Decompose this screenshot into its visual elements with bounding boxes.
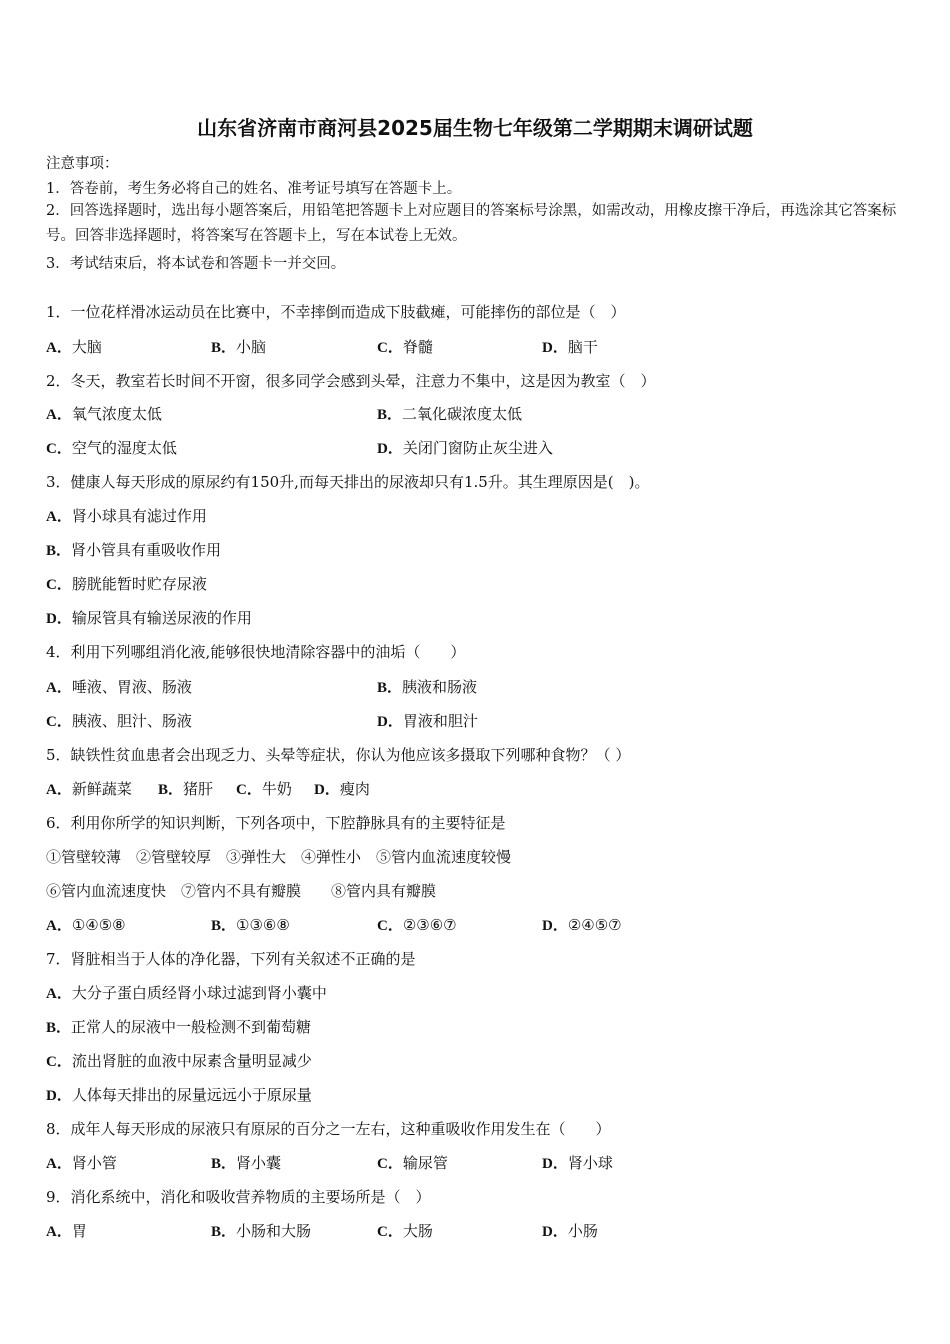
option-label: A． bbox=[46, 1224, 72, 1240]
option-c bbox=[46, 1050, 312, 1071]
option-b bbox=[377, 676, 477, 697]
notice-item: 3．考试结束后，将本试卷和答题卡一并交回。 bbox=[46, 256, 346, 272]
option-label: D． bbox=[377, 441, 403, 457]
option-text: 空气的湿度太低 bbox=[71, 439, 177, 457]
option-label: C． bbox=[377, 340, 403, 356]
option-text: 流出肾脏的血液中尿素含量明显减少 bbox=[71, 1052, 312, 1070]
option-d bbox=[542, 1152, 613, 1173]
option-label: D． bbox=[542, 918, 568, 934]
option-d bbox=[542, 336, 598, 357]
option-label: B． bbox=[377, 407, 403, 423]
option-text: 脊髓 bbox=[402, 338, 433, 356]
option-text: ②④⑤⑦ bbox=[567, 916, 622, 934]
option-label: A． bbox=[46, 680, 72, 696]
question-stem: 7．肾脏相当于人体的净化器，下列有关叙述不正确的是 bbox=[46, 950, 416, 968]
option-label: D． bbox=[46, 611, 72, 627]
option-b bbox=[211, 1152, 281, 1173]
option-text: 大肠 bbox=[402, 1222, 433, 1240]
option-d bbox=[542, 914, 622, 935]
question-stem: 2．冬天，教室若长时间不开窗，很多同学会感到头晕，注意力不集中，这是因为教室（ ） bbox=[46, 372, 656, 390]
option-c bbox=[377, 1152, 448, 1173]
option-text: 肾小球具有滤过作用 bbox=[71, 507, 207, 525]
option-text: 输尿管 bbox=[402, 1154, 448, 1172]
option-c bbox=[46, 437, 177, 458]
option-text: 新鲜蔬菜 bbox=[71, 780, 132, 798]
option-b bbox=[377, 403, 522, 424]
option-label: B． bbox=[46, 1020, 72, 1036]
option-d bbox=[377, 437, 553, 458]
option-text: 唾液、胃液、肠液 bbox=[71, 678, 192, 696]
option-a bbox=[46, 914, 126, 935]
option-text: 肾小管 bbox=[71, 1154, 117, 1172]
option-d bbox=[46, 1084, 312, 1105]
option-label: B． bbox=[211, 918, 237, 934]
option-label: A． bbox=[46, 986, 72, 1002]
option-d bbox=[46, 607, 252, 628]
option-label: D． bbox=[542, 1224, 568, 1240]
option-text: 氧气浓度太低 bbox=[71, 405, 162, 423]
option-c bbox=[377, 336, 433, 357]
option-label: A． bbox=[46, 782, 72, 798]
question-stem: 3．健康人每天形成的原尿约有150升,而每天排出的尿液却只有1.5升。其生理原因是( )。 bbox=[46, 473, 650, 491]
option-text: 胃液和胆汁 bbox=[402, 712, 478, 730]
notice-heading: 注意事项： bbox=[46, 156, 119, 172]
option-a bbox=[46, 1152, 117, 1173]
option-c bbox=[377, 914, 457, 935]
option-text: 肾小管具有重吸收作用 bbox=[71, 541, 222, 559]
option-label: D． bbox=[46, 1088, 72, 1104]
option-text: 肾小囊 bbox=[236, 1154, 282, 1172]
question-stem: 9．消化系统中，消化和吸收营养物质的主要场所是（ ） bbox=[46, 1188, 431, 1206]
option-c bbox=[46, 573, 207, 594]
option-label: B． bbox=[158, 782, 184, 798]
option-a bbox=[46, 403, 162, 424]
option-b bbox=[211, 1220, 311, 1241]
option-text: 大脑 bbox=[71, 338, 102, 356]
option-label: C． bbox=[46, 714, 72, 730]
option-a bbox=[46, 982, 327, 1003]
option-text: 脑干 bbox=[567, 338, 598, 356]
option-d bbox=[314, 778, 370, 799]
option-text: 二氧化碳浓度太低 bbox=[402, 405, 523, 423]
option-label: C． bbox=[377, 1156, 403, 1172]
option-label: A． bbox=[46, 407, 72, 423]
option-text: 大分子蛋白质经肾小球过滤到肾小囊中 bbox=[71, 984, 327, 1002]
option-c bbox=[46, 710, 192, 731]
option-label: D． bbox=[542, 1156, 568, 1172]
option-b bbox=[46, 539, 221, 560]
option-text: 瘦肉 bbox=[339, 780, 370, 798]
option-text: 正常人的尿液中一般检测不到葡萄糖 bbox=[71, 1018, 312, 1036]
notice-item: 2．回答选择题时，选出每小题答案后，用铅笔把答题卡上对应题目的答案标号涂黑，如需改动，用橡皮擦干净后，再选涂其它答案标号。回答非选择题时，将答案写在答题卡上，写在本试卷上无效。 bbox=[46, 203, 897, 244]
option-text: ①③⑥⑧ bbox=[236, 916, 290, 934]
option-text: 胰液和肠液 bbox=[402, 678, 478, 696]
option-b bbox=[211, 336, 266, 357]
option-label: A． bbox=[46, 509, 72, 525]
option-text: 牛奶 bbox=[261, 780, 292, 798]
option-text: ①④⑤⑧ bbox=[71, 916, 126, 934]
notice-item: 1．答卷前，考生务必将自己的姓名、准考证号填写在答题卡上。 bbox=[46, 181, 462, 197]
option-label: D． bbox=[542, 340, 568, 356]
option-label: B． bbox=[211, 340, 237, 356]
option-label: B． bbox=[211, 1156, 237, 1172]
option-label: C． bbox=[46, 577, 72, 593]
option-text: 小肠 bbox=[567, 1222, 598, 1240]
option-label: C． bbox=[377, 918, 403, 934]
option-text: 小脑 bbox=[236, 338, 267, 356]
question-stem: 8．成年人每天形成的尿液只有原尿的百分之一左右，这种重吸收作用发生在（ ） bbox=[46, 1120, 611, 1138]
option-b bbox=[46, 1016, 311, 1037]
page-title: 山东省济南市商河县2025届生物七年级第二学期期末调研试题 bbox=[197, 116, 753, 140]
option-label: B． bbox=[377, 680, 403, 696]
option-text: 膀胱能暂时贮存尿液 bbox=[71, 575, 207, 593]
question-stem: 4．利用下列哪组消化液,能够很快地清除容器中的油垢（ ） bbox=[46, 643, 466, 661]
option-b bbox=[211, 914, 290, 935]
option-text: 关闭门窗防止灰尘进入 bbox=[402, 439, 553, 457]
option-text: 胰液、胆汁、肠液 bbox=[71, 712, 192, 730]
option-label: C． bbox=[46, 441, 72, 457]
question-stem: 5．缺铁性贫血患者会出现乏力、头晕等症状，你认为他应该多摄取下列哪种食物？（ ） bbox=[46, 746, 631, 764]
option-d bbox=[377, 710, 478, 731]
option-label: B． bbox=[46, 543, 72, 559]
option-text: 人体每天排出的尿量远远小于原尿量 bbox=[71, 1086, 312, 1104]
option-label: A． bbox=[46, 340, 72, 356]
option-text: 肾小球 bbox=[567, 1154, 613, 1172]
option-c bbox=[236, 778, 292, 799]
question-stem: 1．一位花样滑冰运动员在比赛中，不幸摔倒而造成下肢截瘫，可能摔伤的部位是（ ） bbox=[46, 303, 626, 321]
question-statement-list: ⑥管内血流速度快 ⑦管内不具有瓣膜 ⑧管内具有瓣膜 bbox=[46, 882, 437, 900]
option-d bbox=[542, 1220, 598, 1241]
option-text: 胃 bbox=[71, 1222, 87, 1240]
option-label: A． bbox=[46, 918, 72, 934]
option-c bbox=[377, 1220, 433, 1241]
option-label: D． bbox=[314, 782, 340, 798]
option-text: 输尿管具有输送尿液的作用 bbox=[71, 609, 252, 627]
option-label: D． bbox=[377, 714, 403, 730]
option-text: 小肠和大肠 bbox=[236, 1222, 312, 1240]
option-label: C． bbox=[236, 782, 262, 798]
question-stem: 6．利用你所学的知识判断，下列各项中，下腔静脉具有的主要特征是 bbox=[46, 814, 506, 832]
option-a bbox=[46, 336, 102, 357]
option-a bbox=[46, 1220, 87, 1241]
option-text: ②③⑥⑦ bbox=[402, 916, 457, 934]
option-label: B． bbox=[211, 1224, 237, 1240]
option-b bbox=[158, 778, 213, 799]
option-a bbox=[46, 676, 192, 697]
option-label: A． bbox=[46, 1156, 72, 1172]
option-a bbox=[46, 778, 132, 799]
option-text: 猪肝 bbox=[183, 780, 214, 798]
option-a bbox=[46, 505, 207, 526]
option-label: C． bbox=[46, 1054, 72, 1070]
option-label: C． bbox=[377, 1224, 403, 1240]
question-statement-list: ①管壁较薄 ②管壁较厚 ③弹性大 ④弹性小 ⑤管内血流速度较慢 bbox=[46, 848, 512, 866]
